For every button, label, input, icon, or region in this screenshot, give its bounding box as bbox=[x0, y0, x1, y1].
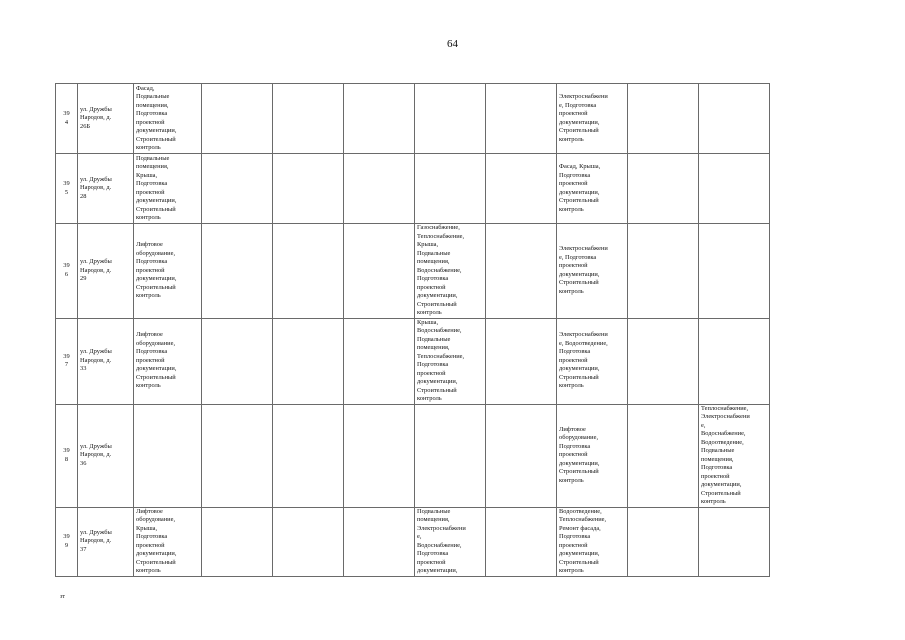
row-number: 39 5 bbox=[56, 154, 78, 224]
work-cell bbox=[344, 404, 415, 507]
work-cell bbox=[415, 154, 486, 224]
work-cell bbox=[273, 318, 344, 404]
work-cell: Лифтовое оборудование, Крыша, Подготовка проектной документации, Строительный контроль bbox=[134, 507, 202, 576]
work-cell: Теплоснабжение, Электроснабжени е, Водоснабжение, Водоотведение, Подвальные помещения, Подготовка проектной документации, Строительный контроль bbox=[699, 404, 770, 507]
table-row bbox=[56, 224, 841, 319]
work-cell: Электроснабжени е, Водоотведение, Подготовка проектной документации, Строительный контроль bbox=[557, 318, 628, 404]
row-number: 39 9 bbox=[56, 507, 78, 576]
work-cell bbox=[344, 154, 415, 224]
work-cell bbox=[273, 224, 344, 319]
work-cell bbox=[344, 318, 415, 404]
row-number: 39 7 bbox=[56, 318, 78, 404]
work-cell bbox=[134, 404, 202, 507]
work-cell bbox=[344, 84, 415, 154]
work-cell bbox=[628, 154, 699, 224]
work-cell bbox=[628, 507, 699, 576]
work-cell bbox=[273, 84, 344, 154]
work-cell bbox=[628, 84, 699, 154]
work-cell: Лифтовое оборудование, Подготовка проектной документации, Строительный контроль bbox=[134, 224, 202, 319]
work-cell bbox=[202, 404, 273, 507]
address-cell: ул. Дружбы Народов, д. 37 bbox=[78, 507, 134, 576]
work-cell bbox=[273, 404, 344, 507]
work-cell bbox=[486, 84, 557, 154]
work-cell bbox=[486, 318, 557, 404]
table-row bbox=[56, 507, 841, 576]
work-cell bbox=[344, 224, 415, 319]
table-row bbox=[56, 404, 841, 507]
table-row bbox=[56, 154, 841, 224]
work-cell: Электроснабжени е, Подготовка проектной документации, Строительный контроль bbox=[557, 84, 628, 154]
work-cell bbox=[699, 318, 770, 404]
row-number: 39 8 bbox=[56, 404, 78, 507]
table-row bbox=[56, 84, 841, 154]
table-row bbox=[56, 318, 841, 404]
work-cell: Водоотведение, Теплоснабжение, Ремонт фасада, Подготовка проектной документации, Строительный контроль bbox=[557, 507, 628, 576]
work-cell bbox=[415, 404, 486, 507]
work-cell bbox=[628, 318, 699, 404]
row-number: 39 6 bbox=[56, 224, 78, 319]
work-cell: Фасад, Подвальные помещения, Подготовка проектной документации, Строительный контроль bbox=[134, 84, 202, 154]
work-cell: Лифтовое оборудование, Подготовка проектной документации, Строительный контроль bbox=[557, 404, 628, 507]
work-cell: Подвальные помещения, Крыша, Подготовка проектной документации, Строительный контроль bbox=[134, 154, 202, 224]
work-cell bbox=[699, 224, 770, 319]
work-cell bbox=[486, 224, 557, 319]
work-cell bbox=[628, 404, 699, 507]
work-cell bbox=[202, 318, 273, 404]
work-cell bbox=[486, 404, 557, 507]
work-cell bbox=[273, 507, 344, 576]
work-cell: Газоснабжение, Теплоснабжение, Крыша, Подвальные помещения, Водоснабжение, Подготовка проектной документации, Строительный контроль bbox=[415, 224, 486, 319]
work-cell bbox=[202, 507, 273, 576]
footer-mark: зт bbox=[60, 594, 65, 600]
work-cell bbox=[202, 84, 273, 154]
capital-repair-table bbox=[55, 83, 841, 577]
address-cell: ул. Дружбы Народов, д. 26Б bbox=[78, 84, 134, 154]
address-cell: ул. Дружбы Народов, д. 28 bbox=[78, 154, 134, 224]
work-cell bbox=[273, 154, 344, 224]
address-cell: ул. Дружбы Народов, д. 33 bbox=[78, 318, 134, 404]
work-cell: Подвальные помещения, Электроснабжени е, Водоснабжение, Подготовка проектной документации, bbox=[415, 507, 486, 576]
work-cell bbox=[699, 507, 770, 576]
work-cell: Крыша, Водоснабжение, Подвальные помещения, Теплоснабжение, Подготовка проектной документации, Строительный контроль bbox=[415, 318, 486, 404]
work-cell bbox=[486, 507, 557, 576]
work-cell bbox=[415, 84, 486, 154]
row-number: 39 4 bbox=[56, 84, 78, 154]
work-cell bbox=[344, 507, 415, 576]
work-cell: Электроснабжени е, Подготовка проектной документации, Строительный контроль bbox=[557, 224, 628, 319]
work-cell bbox=[202, 154, 273, 224]
work-cell bbox=[699, 154, 770, 224]
work-cell bbox=[202, 224, 273, 319]
address-cell: ул. Дружбы Народов, д. 29 bbox=[78, 224, 134, 319]
work-cell bbox=[699, 84, 770, 154]
work-cell: Лифтовое оборудование, Подготовка проектной документации, Строительный контроль bbox=[134, 318, 202, 404]
page-number: 64 bbox=[447, 38, 458, 50]
work-cell bbox=[628, 224, 699, 319]
work-cell bbox=[486, 154, 557, 224]
address-cell: ул. Дружбы Народов, д. 36 bbox=[78, 404, 134, 507]
work-cell: Фасад, Крыша, Подготовка проектной документации, Строительный контроль bbox=[557, 154, 628, 224]
